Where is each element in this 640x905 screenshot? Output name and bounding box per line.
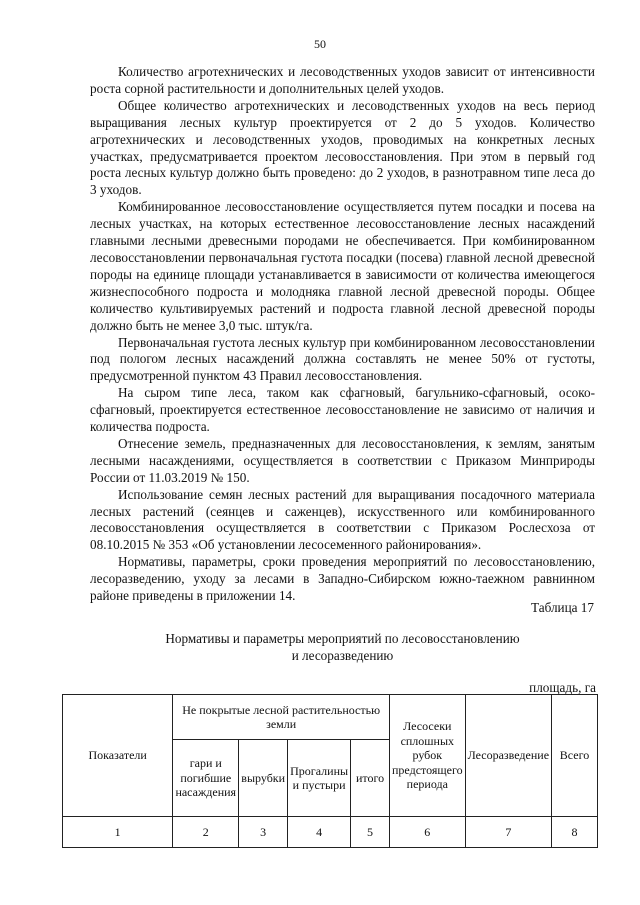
header-indicators: Показатели — [63, 695, 173, 817]
header-row — [63, 695, 598, 740]
paragraph: Общее количество агротехнических и лесоводственных уходов на весь период выращивания лесных культур проектируется от 2 до 5 уходов. Количество агротехнических и лесоводственных уходов, проводимых на конкретных лесных участках, предусматривается проектом лесовосстановления. При этом в первый год роста лесных культур должно быть проведено: до 2 уходов, в разнотравном типе леса до 3 уходов. — [90, 97, 595, 198]
header-afforestation: Лесоразведение — [465, 695, 551, 817]
table-caption: Таблица 17 — [531, 600, 594, 615]
column-number: 6 — [390, 817, 466, 848]
header-total: Всего — [552, 695, 598, 817]
page-number: 50 — [314, 37, 326, 51]
column-number: 3 — [239, 817, 288, 848]
column-number: 5 — [351, 817, 390, 848]
paragraph: Использование семян лесных растений для выращивания посадочного материала лесных растений (сеянцев и саженцев), искусственного или комбинированного лесовосстановления осуществляется в соответствии с Приказом Рослесхоза от 08.10.2015 № 353 «Об установлении лесосеменного районирования». — [90, 486, 595, 553]
paragraph: Комбинированное лесовосстановление осуществляется путем посадки и посева на лесных участках, на которых естественное лесовосстановление лесных насаждений главными лесными древесными породами не обеспечивается. При комбинированном лесовосстановлении первоначальная густота посадки (посева) главной лесной древесной породы на единице площади устанавливается в зависимости от количества имеющегося жизнеспособного подроста и молодняка главной лесной древесной породы. Общее количество культивируемых растений и подроста главной лесной древесной породы должно быть не менее 3,0 тыс. штук/га. — [90, 199, 595, 333]
header-cutting-areas: Лесосеки сплошных рубок предстоящего периода — [390, 695, 466, 817]
body-text — [90, 64, 595, 605]
column-number-row — [63, 817, 598, 848]
table-title-line: и лесоразведению — [291, 648, 394, 663]
column-number: 2 — [173, 817, 239, 848]
paragraph: Первоначальная густота лесных культур при комбинированном лесовосстановлении под пологом лесных насаждений должна составлять не менее 50% от густоты, предусмотренной пунктом 43 Правил лесовосстановления. — [90, 334, 595, 384]
table-title-line: Нормативы и параметры мероприятий по лесовосстановлению — [165, 631, 520, 646]
norms-table — [62, 694, 598, 848]
paragraph: На сыром типе леса, таком как сфагновый, багульнико-сфагновый, осоко-сфагновый, проектируется естественное лесовосстановление не зависимо от наличия и количества подроста. — [90, 385, 595, 435]
header-subtotal: итого — [351, 740, 390, 817]
column-number: 7 — [465, 817, 551, 848]
header-clearings: вырубки — [239, 740, 288, 817]
header-not-covered-group: Не покрытые лесной растительностью земли — [173, 695, 390, 740]
header-glades: Прогалины и пустыри — [288, 740, 351, 817]
column-number: 8 — [552, 817, 598, 848]
table-units: площадь, га — [529, 680, 596, 695]
header-burned: гари и погибшие насаждения — [173, 740, 239, 817]
table-title — [90, 630, 595, 664]
column-number: 4 — [288, 817, 351, 848]
paragraph: Отнесение земель, предназначенных для лесовосстановления, к землям, занятым лесными насаждениями, осуществляется в соответствии с Приказом Минприроды России от 11.03.2019 № 150. — [90, 435, 595, 485]
paragraph: Количество агротехнических и лесоводственных уходов зависит от интенсивности роста сорной растительности и дополнительных целей уходов. — [90, 64, 595, 96]
column-number: 1 — [63, 817, 173, 848]
paragraph: Нормативы, параметры, сроки проведения мероприятий по лесовосстановлению, лесоразведению, уходу за лесами в Западно-Сибирском южно-таежном равнинном районе приведены в приложении 14. — [90, 554, 595, 604]
